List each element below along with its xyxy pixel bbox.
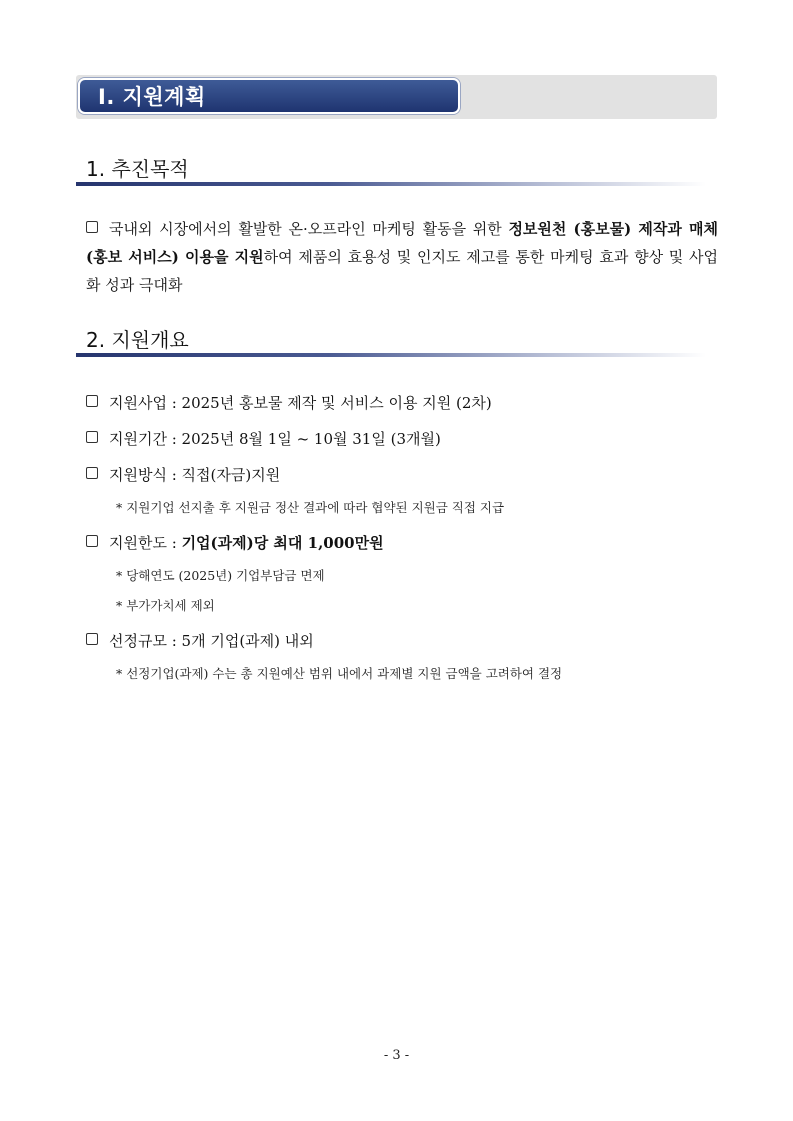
section1-paragraph bbox=[86, 215, 718, 299]
para-text-bold: 정보원천 (홍보물) 제작과 매체 (홍보 서비스) 이용을 지원 bbox=[86, 220, 718, 266]
checkbox-bullet bbox=[86, 467, 98, 479]
checkbox-bullet bbox=[86, 395, 98, 407]
para-text-pre: 국내외 시장에서의 활발한 온·오프라인 마케팅 활동을 위한 bbox=[109, 220, 509, 238]
chapter-title: Ⅰ. 지원계획 bbox=[98, 85, 206, 109]
item-text: 지원기간 : 2025년 8월 1일 ~ 10월 31일 (3개월) bbox=[109, 430, 441, 448]
note-method: * 지원기업 선지출 후 지원금 정산 결과에 따라 협약된 지원금 직접 지급 bbox=[116, 500, 505, 515]
overview-item-period bbox=[86, 429, 441, 449]
para-text-post: 하여 제품의 효용성 및 인지도 제고를 통한 마케팅 효과 향상 및 사업화 성과 극대화 bbox=[86, 248, 718, 294]
section2-title: 2. 지원개요 bbox=[86, 328, 189, 352]
item-text: 선정규모 : 5개 기업(과제) 내외 bbox=[109, 632, 314, 650]
checkbox-bullet bbox=[86, 535, 98, 547]
overview-item-method bbox=[86, 465, 280, 485]
item-value-bold: 기업(과제)당 최대 1,000만원 bbox=[181, 534, 384, 552]
page-number: - 3 - bbox=[383, 1048, 410, 1063]
section1-rule bbox=[76, 182, 706, 186]
overview-item-scale bbox=[86, 631, 314, 651]
section1-title: 1. 추진목적 bbox=[86, 157, 189, 181]
item-label: 지원한도 : bbox=[109, 534, 182, 552]
item-text: 지원사업 : 2025년 홍보물 제작 및 서비스 이용 지원 (2차) bbox=[109, 394, 492, 412]
overview-item-project bbox=[86, 393, 492, 413]
item-text: 지원방식 : 직접(자금)지원 bbox=[109, 466, 281, 484]
checkbox-bullet bbox=[86, 431, 98, 443]
section2-rule bbox=[76, 353, 706, 357]
note-scale: * 선정기업(과제) 수는 총 지원예산 범위 내에서 과제별 지원 금액을 고려하여 결정 bbox=[116, 666, 563, 681]
checkbox-bullet bbox=[86, 633, 98, 645]
checkbox-bullet bbox=[86, 221, 98, 233]
note-limit-vat: * 부가가치세 제외 bbox=[116, 598, 215, 613]
overview-item-limit bbox=[86, 533, 384, 553]
note-limit-exemption: * 당해연도 (2025년) 기업부담금 면제 bbox=[116, 568, 325, 583]
